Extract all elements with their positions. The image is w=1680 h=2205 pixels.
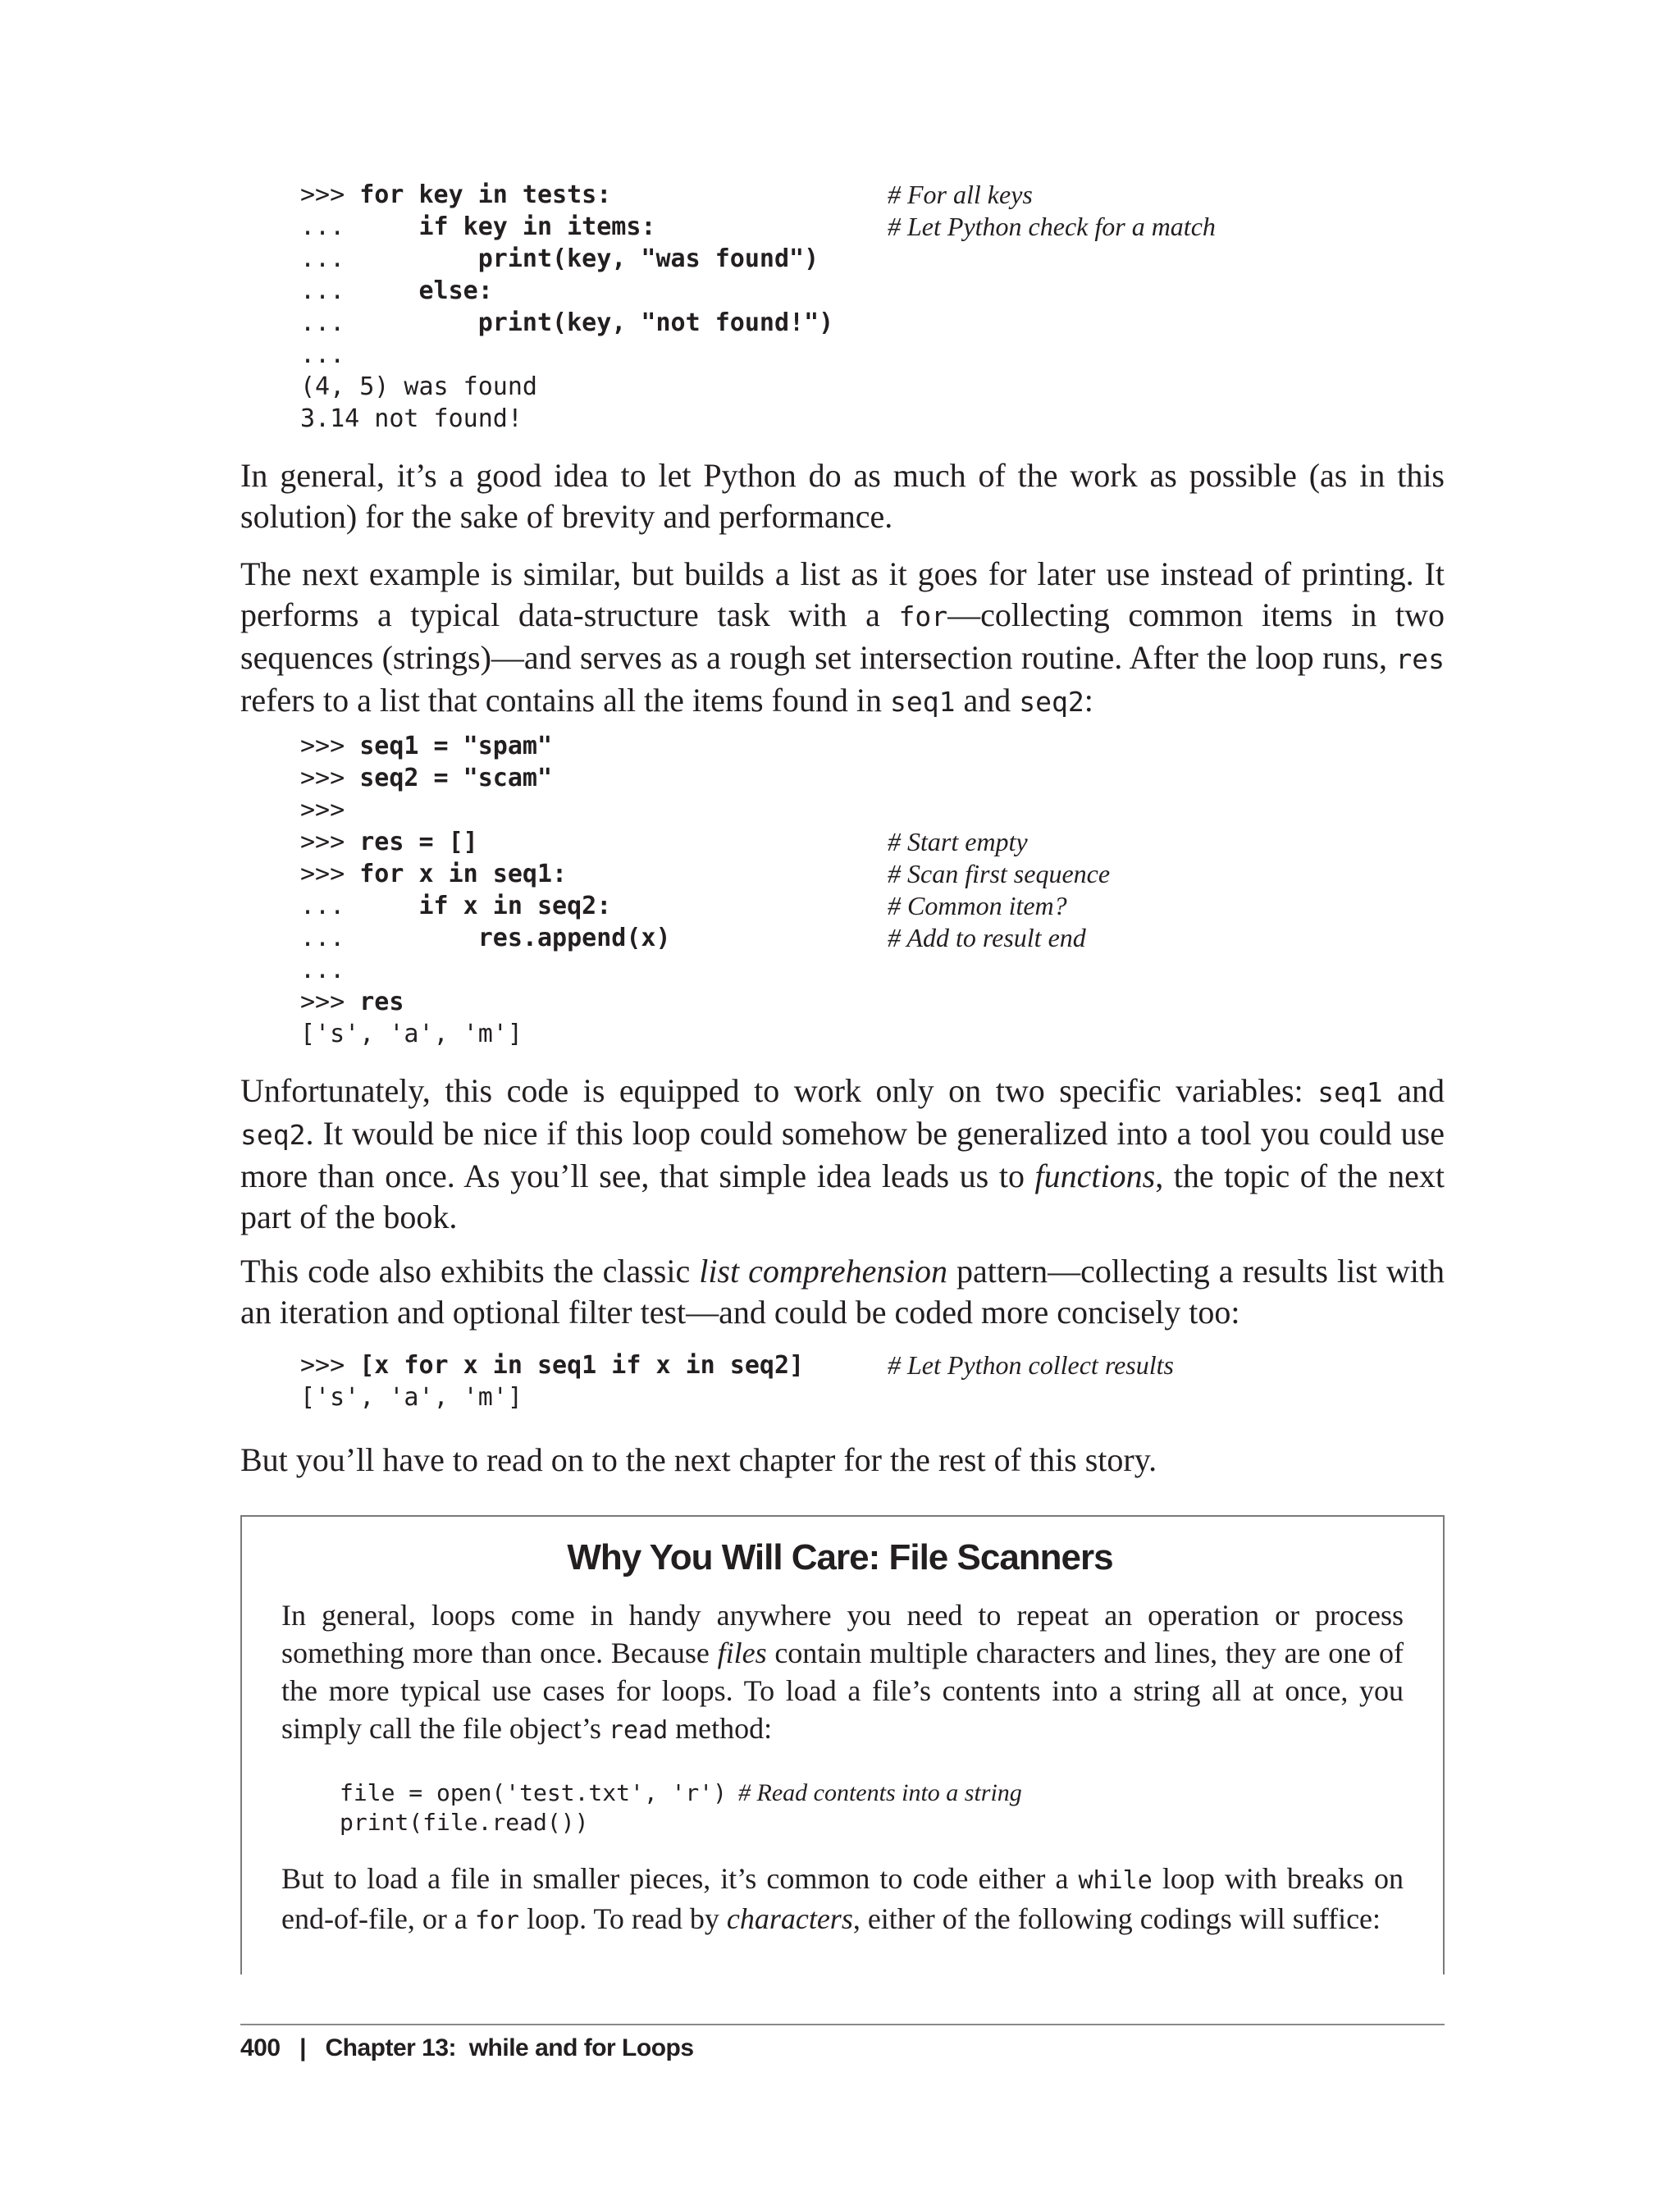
code-comment: # For all keys bbox=[888, 180, 1033, 209]
sidebar-title: Why You Will Care: File Scanners bbox=[567, 1537, 1113, 1577]
code-line: ... if key in items: # Let Python check for a match bbox=[300, 212, 1216, 241]
body-paragraph-5: But you’ll have to read on to the next chapter for the rest of this story. bbox=[240, 1441, 1157, 1478]
page-number: 400 bbox=[240, 2034, 281, 2061]
page-footer bbox=[240, 2034, 694, 2062]
code-line: ... bbox=[300, 956, 345, 984]
code-comment: # Let Python collect results bbox=[888, 1350, 1174, 1380]
code-line: >>> res bbox=[300, 988, 404, 1016]
code-line: print(file.read()) bbox=[340, 1809, 589, 1836]
code-comment: # Read contents into a string bbox=[738, 1779, 1022, 1806]
code-line: >>> for key in tests: # For all keys bbox=[300, 180, 1033, 209]
code-line: ... res.append(x) # Add to result end bbox=[300, 923, 1086, 952]
code-comment: # Add to result end bbox=[888, 923, 1086, 952]
code-line: >>> seq2 = "scam" bbox=[300, 764, 553, 792]
body-paragraph-4: This code also exhibits the classic list comprehension pattern—collecting a results list with an iteration and optional filter test—and could be coded more concisely too: bbox=[240, 1253, 1445, 1331]
code-comment: # Let Python check for a match bbox=[888, 212, 1216, 241]
code-comment: # Start empty bbox=[888, 827, 1028, 856]
code-line: >>> bbox=[300, 796, 345, 824]
code-line: ... else: bbox=[300, 276, 493, 305]
code-line: ... print(key, "was found") bbox=[300, 244, 819, 273]
body-paragraph-3: Unfortunately, this code is equipped to work only on two specific variables: seq1 and seq2. It would be nice if this loop could somehow be generalized into a tool you could use more than once. As you’ll see, that simple idea leads us to functions, the topic of the next part of the book. bbox=[240, 1072, 1445, 1235]
code-output-line: 3.14 not found! bbox=[300, 404, 523, 433]
code-line: file = open('test.txt', 'r') # Read contents into a string bbox=[340, 1779, 1022, 1806]
sidebar-paragraph-1: In general, loops come in handy anywhere you need to repeat an operation or process something more than once. Because files contain multiple characters and lines, they are one of the more typical use cases for loops. To load a file’s contents into a string all at once, you simply call the file object’s read method: bbox=[281, 1599, 1404, 1745]
chapter-title: Chapter 13: while and for Loops bbox=[325, 2034, 694, 2061]
code-line: >>> [x for x in seq1 if x in seq2] # Let Python collect results bbox=[300, 1350, 1174, 1380]
code-block-list-comprehension bbox=[300, 1349, 1174, 1413]
body-paragraph-1: In general, it’s a good idea to let Python do as much of the work as possible (as in this solution) for the sake of brevity and performance. bbox=[240, 457, 1445, 535]
code-line: >>> seq1 = "spam" bbox=[300, 732, 553, 760]
body-paragraph-2: The next example is similar, but builds a list as it goes for later use instead of printing. It performs a typical data-structure task with a for—collecting common items in two sequences (strings)—and serves as a rough set intersection routine. After the loop runs, res refers to a list that contains all the items found in seq1 and seq2: bbox=[240, 555, 1445, 719]
code-output-line: ['s', 'a', 'm'] bbox=[300, 1020, 523, 1048]
code-line: >>> res = [] # Start empty bbox=[300, 827, 1028, 856]
code-block-loop-search bbox=[300, 179, 1216, 435]
footer-divider bbox=[240, 2024, 1445, 2025]
code-output-line: (4, 5) was found bbox=[300, 372, 537, 401]
sidebar-paragraph-2: But to load a file in smaller pieces, it’s common to code either a while loop with breaks on end-of-file, or a for loop. To read by characters, either of the following codings will suffice: bbox=[281, 1862, 1404, 1935]
code-output-line: ['s', 'a', 'm'] bbox=[300, 1383, 523, 1412]
code-line: ... print(key, "not found!") bbox=[300, 308, 834, 337]
sidebar-code-block bbox=[340, 1778, 1022, 1838]
code-line: >>> for x in seq1: # Scan first sequence bbox=[300, 859, 1111, 888]
code-line: ... if x in seq2: # Common item? bbox=[300, 891, 1067, 920]
footer-separator: | bbox=[299, 2034, 306, 2061]
code-comment: # Scan first sequence bbox=[888, 859, 1111, 888]
code-line: ... bbox=[300, 340, 345, 369]
code-comment: # Common item? bbox=[888, 891, 1067, 920]
code-block-intersection bbox=[300, 730, 1111, 1050]
